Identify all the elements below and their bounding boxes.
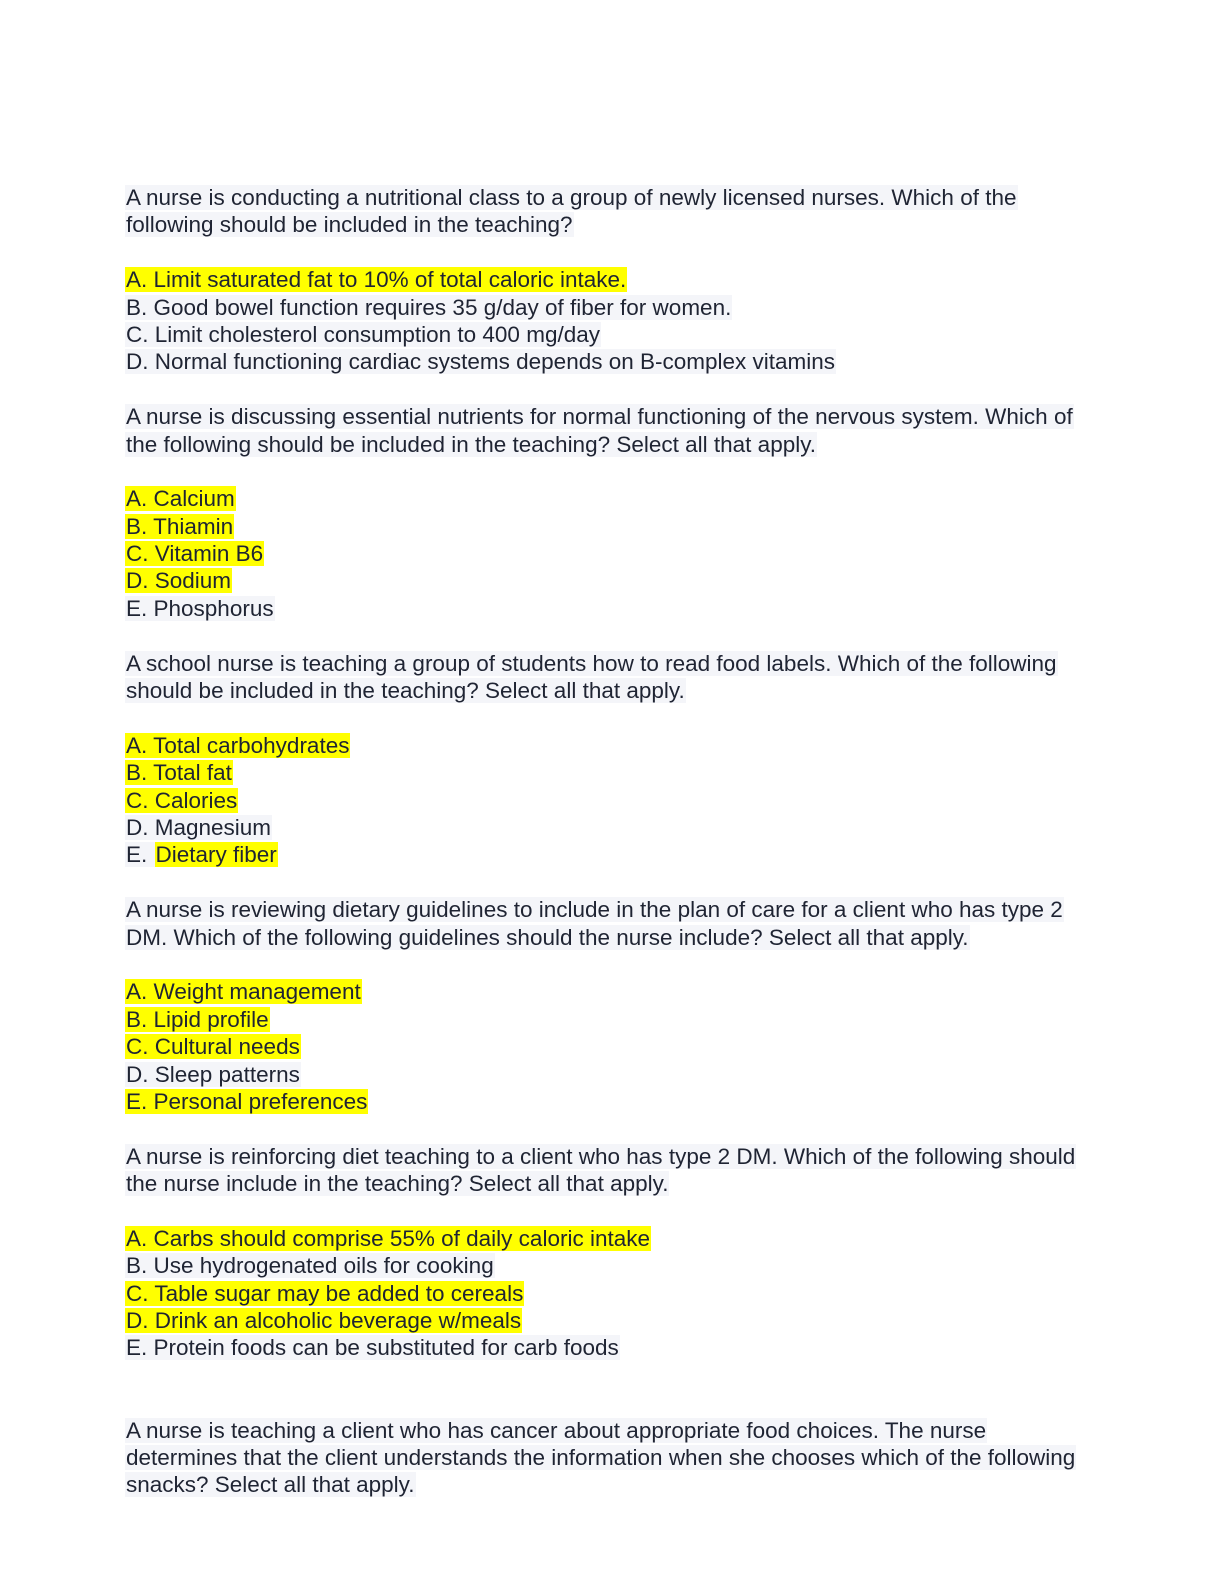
answer-option: D. Magnesium	[126, 814, 272, 840]
answer-option: B. Use hydrogenated oils for cooking	[126, 1253, 494, 1279]
answer-option: A. Limit saturated fat to 10% of total caloric intake.	[126, 267, 627, 293]
answer-option: C. Vitamin B6	[126, 541, 264, 567]
question-3	[125, 650, 1135, 869]
answer-option: B. Thiamin	[126, 513, 234, 539]
document-page	[125, 184, 1135, 1499]
answer-option: B. Total fat	[126, 760, 232, 786]
answer-option: D. Normal functioning cardiac systems depends on B-complex vitamins	[126, 349, 836, 375]
question-stem-line: determines that the client understands the information when she chooses which of the following	[126, 1444, 1076, 1470]
answer-option: B. Lipid profile	[126, 1006, 269, 1032]
question-2	[125, 403, 1135, 622]
question-1	[125, 184, 1135, 376]
question-stem-line: should be included in the teaching? Select all that apply.	[126, 678, 685, 704]
answer-option: C. Table sugar may be added to cereals	[126, 1280, 524, 1306]
answer-option: D. Drink an alcoholic beverage w/meals	[126, 1308, 522, 1334]
question-stem-line: DM. Which of the following guidelines should the nurse include? Select all that apply.	[126, 924, 969, 950]
answer-option: C. Limit cholesterol consumption to 400 mg/day	[126, 321, 600, 347]
answer-option: E. Dietary fiber	[126, 842, 277, 868]
question-6	[125, 1417, 1135, 1499]
answer-option: A. Calcium	[126, 486, 235, 512]
answer-option: C. Cultural needs	[126, 1034, 300, 1060]
question-stem-line: A nurse is reviewing dietary guidelines to include in the plan of care for a client who has type 2	[126, 897, 1063, 923]
answer-option: E. Phosphorus	[126, 595, 274, 621]
question-stem-line: A nurse is reinforcing diet teaching to a client who has type 2 DM. Which of the following should	[126, 1143, 1076, 1169]
answer-option: C. Calories	[126, 787, 238, 813]
answer-option: A. Weight management	[126, 979, 361, 1005]
answer-option: D. Sleep patterns	[126, 1061, 300, 1087]
question-stem-line: snacks? Select all that apply.	[126, 1472, 415, 1498]
question-stem-line: following should be included in the teaching?	[126, 212, 573, 238]
answer-option: E. Personal preferences	[126, 1088, 368, 1114]
answer-option: A. Total carbohydrates	[126, 732, 350, 758]
question-stem-line: A school nurse is teaching a group of students how to read food labels. Which of the following	[126, 650, 1057, 676]
answer-option: D. Sodium	[126, 568, 232, 594]
question-5	[125, 1143, 1135, 1362]
answer-option: A. Carbs should comprise 55% of daily caloric intake	[126, 1225, 650, 1251]
question-stem-line: A nurse is conducting a nutritional class to a group of newly licensed nurses. Which of the	[126, 185, 1017, 210]
question-4	[125, 896, 1135, 1115]
question-stem-line: the nurse include in the teaching? Select all that apply.	[126, 1171, 669, 1197]
answer-option: E. Protein foods can be substituted for carb foods	[126, 1335, 619, 1361]
answer-option: B. Good bowel function requires 35 g/day of fiber for women.	[126, 294, 732, 320]
question-stem-line: A nurse is teaching a client who has cancer about appropriate food choices. The nurse	[126, 1417, 987, 1443]
question-stem-line: the following should be included in the teaching? Select all that apply.	[126, 431, 817, 457]
question-stem-line: A nurse is discussing essential nutrients for normal functioning of the nervous system. Which of	[126, 404, 1073, 430]
